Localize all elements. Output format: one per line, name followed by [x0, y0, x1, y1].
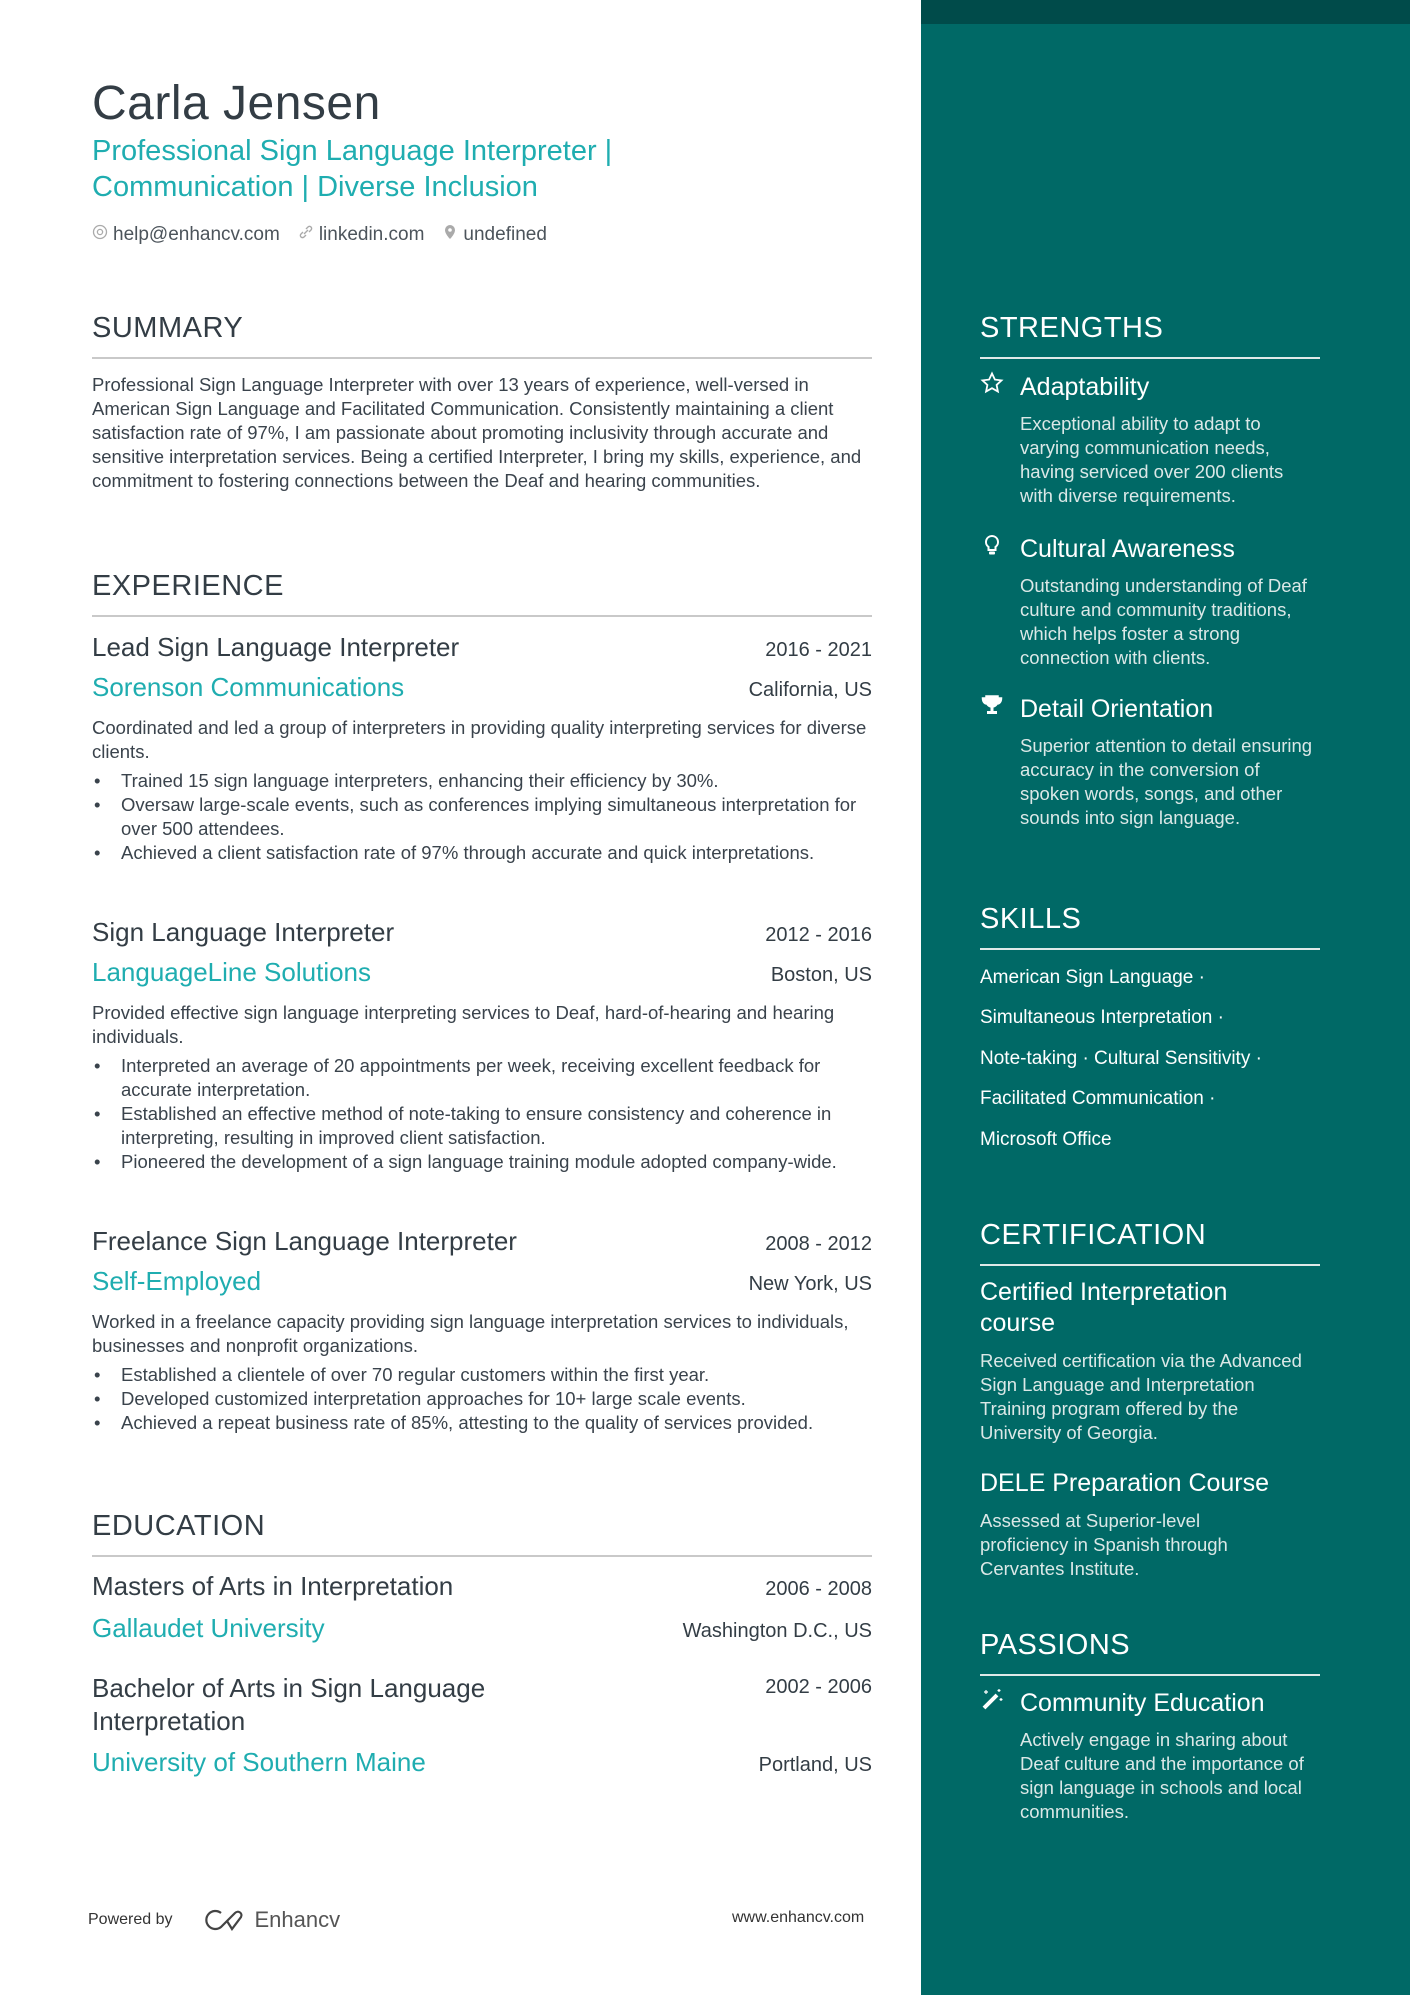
school-name: University of Southern Maine: [92, 1747, 426, 1777]
section-heading: STRENGTHS: [980, 312, 1164, 344]
skill-line: American Sign Language ·: [980, 967, 1205, 988]
strength-description: Outstanding understanding of Deaf culture and community traditions, which helps foster a strong connection with clients.: [1020, 575, 1307, 668]
education-item: [92, 1672, 872, 1778]
trophy-icon: [980, 693, 1004, 725]
experience-item: [92, 631, 872, 865]
section-heading: SUMMARY: [92, 312, 244, 344]
skills-heading-block: [980, 901, 1320, 950]
skill-line: Simultaneous Interpretation ·: [980, 1007, 1224, 1028]
job-description: Worked in a freelance capacity providing sign language interpretation services to individuals, businesses and nonprofit organizations.: [92, 1311, 849, 1356]
section-heading: CERTIFICATION: [980, 1219, 1207, 1251]
experience-item: [92, 916, 872, 1174]
passions-heading-block: [980, 1627, 1320, 1676]
link-icon: [298, 224, 314, 246]
strength-item: Detail Orientation Superior attention to detail ensuring accuracy in the conversion of spoken words, songs, and other sounds into sign language.: [980, 693, 1320, 830]
divider: [980, 1674, 1320, 1676]
headline: Professional Sign Language Interpreter | Communication | Diverse Inclusion: [92, 135, 613, 203]
section-heading: PASSIONS: [980, 1629, 1131, 1661]
education-heading-block: [92, 1508, 872, 1557]
bullet: • Oversaw large-scale events, such as conferences implying simultaneous interpretation for over 500 attendees.: [92, 793, 872, 841]
job-bullets: [92, 1363, 872, 1435]
powered-by: Powered by Enhancv: [88, 1907, 341, 1932]
experience-item: [92, 1225, 872, 1435]
edu-dates: 2006 - 2008: [765, 1578, 872, 1600]
certification-title: Certified Interpretation course: [980, 1278, 1228, 1337]
candidate-name: Carla Jensen: [92, 77, 381, 130]
strength-description: Superior attention to detail ensuring accuracy in the conversion of spoken words, songs, and other sounds into sign language.: [1020, 735, 1313, 828]
divider: [980, 357, 1320, 359]
divider: [980, 1264, 1320, 1266]
school-name: Gallaudet University: [92, 1613, 325, 1643]
job-location: New York, US: [748, 1273, 872, 1295]
bullet: • Pioneered the development of a sign language training module adopted company-wide.: [92, 1150, 872, 1174]
job-description: Provided effective sign language interpreting services to Deaf, hard-of-hearing and hearing individuals.: [92, 1002, 835, 1047]
bullet: • Developed customized interpretation approaches for 10+ large scale events.: [92, 1387, 872, 1411]
certification-heading-block: [980, 1217, 1320, 1266]
footer-url[interactable]: www.enhancv.com: [732, 1909, 865, 1926]
education-item: [92, 1570, 872, 1644]
divider: [92, 357, 872, 359]
bullet: • Established a clientele of over 70 regular customers within the first year.: [92, 1363, 872, 1387]
section-heading: SKILLS: [980, 903, 1082, 935]
passion-item: Community Education Actively engage in sharing about Deaf culture and the importance of sign language in schools and local communities.: [980, 1687, 1320, 1824]
edu-location: Portland, US: [758, 1754, 872, 1776]
degree: Bachelor of Arts in Sign Language Interpretation: [92, 1673, 486, 1736]
certification-title: DELE Preparation Course: [980, 1469, 1270, 1497]
job-bullets: [92, 1054, 872, 1174]
skill-line: Facilitated Communication ·: [980, 1088, 1216, 1109]
degree: Masters of Arts in Interpretation: [92, 1571, 454, 1601]
certification-item: [980, 1468, 1320, 1581]
job-dates: 2008 - 2012: [765, 1233, 872, 1255]
contact-info: [92, 224, 547, 246]
contact-location: undefined: [442, 224, 546, 246]
summary-text: Professional Sign Language Interpreter with over 13 years of experience, well-versed in American Sign Language and Facilitated Communication. Consistently maintaining a client satisfaction rate of 97%, I am passionate about promoting inclusivity through accurate and sensitive interpretation services. Being a certified Interpreter, I bring my skills, experience, and commitment to fostering connections between the Deaf and hearing communities.: [92, 374, 862, 491]
summary-section: [92, 310, 872, 493]
enhancv-logo[interactable]: Enhancv: [201, 1907, 341, 1933]
certification-description: Assessed at Superior-level proficiency in Spanish through Cervantes Institute.: [980, 1510, 1228, 1579]
skill-line: Note-taking · Cultural Sensitivity ·: [980, 1048, 1262, 1069]
sidebar-top-bar: [921, 0, 1410, 24]
strength-item: Adaptability Exceptional ability to adapt to varying communication needs, having serviced over 200 clients with diverse requirements.: [980, 371, 1320, 508]
job-title: Sign Language Interpreter: [92, 917, 395, 947]
skill-line: Microsoft Office: [980, 1129, 1112, 1150]
job-description: Coordinated and led a group of interpreters in providing quality interpreting services for diverse clients.: [92, 717, 867, 762]
divider: [980, 948, 1320, 950]
job-location: Boston, US: [770, 964, 872, 986]
strength-description: Exceptional ability to adapt to varying communication needs, having serviced over 200 clients with diverse requirements.: [1020, 413, 1284, 506]
job-title: Freelance Sign Language Interpreter: [92, 1226, 517, 1256]
at-icon: [92, 224, 108, 246]
job-dates: 2016 - 2021: [765, 639, 872, 661]
divider: [92, 1555, 872, 1557]
strengths-heading-block: [980, 310, 1320, 359]
location-pin-icon: [442, 224, 458, 246]
bullet: • Established an effective method of note-taking to ensure consistency and coherence in interpreting, resulting in improved client satisfaction.: [92, 1102, 872, 1150]
bullet: • Trained 15 sign language interpreters, enhancing their efficiency by 30%.: [92, 769, 872, 793]
contact-linkedin[interactable]: linkedin.com: [298, 224, 425, 246]
edu-dates: 2002 - 2006: [765, 1676, 872, 1698]
company-name: LanguageLine Solutions: [92, 957, 372, 987]
section-heading: EXPERIENCE: [92, 570, 284, 602]
company-name: Self-Employed: [92, 1266, 262, 1296]
job-bullets: [92, 769, 872, 865]
section-heading: EDUCATION: [92, 1510, 266, 1542]
passion-description: Actively engage in sharing about Deaf culture and the importance of sign language in schools and local communities.: [1020, 1729, 1304, 1822]
enhancv-logo-icon: [201, 1907, 247, 1933]
job-location: California, US: [748, 679, 872, 701]
edu-location: Washington D.C., US: [682, 1620, 872, 1642]
contact-email[interactable]: help@enhancv.com: [92, 224, 280, 246]
job-title: Lead Sign Language Interpreter: [92, 632, 460, 662]
bullet: • Achieved a client satisfaction rate of 97% through accurate and quick interpretations.: [92, 841, 872, 865]
certification-description: Received certification via the Advanced Sign Language and Interpretation Training program offered by the University of Georgia.: [980, 1350, 1302, 1443]
experience-heading-block: [92, 568, 872, 617]
magic-wand-icon: [980, 1687, 1004, 1719]
bullet: • Achieved a repeat business rate of 85%, attesting to the quality of services provided.: [92, 1411, 872, 1435]
company-name: Sorenson Communications: [92, 672, 405, 702]
strength-item: Cultural Awareness Outstanding understanding of Deaf culture and community traditions, which helps foster a strong connection with clients.: [980, 533, 1320, 670]
divider: [92, 615, 872, 617]
job-dates: 2012 - 2016: [765, 924, 872, 946]
star-icon: [980, 371, 1004, 403]
lightbulb-icon: [980, 533, 1004, 565]
bullet: • Interpreted an average of 20 appointments per week, receiving excellent feedback for accurate interpretation.: [92, 1054, 872, 1102]
certification-item: [980, 1277, 1320, 1445]
